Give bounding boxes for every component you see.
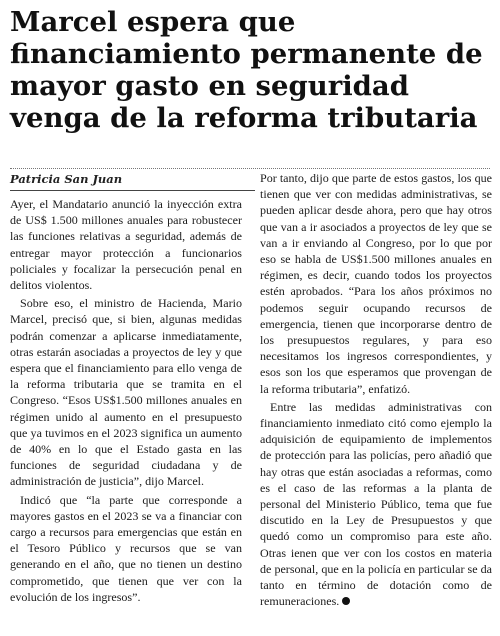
paragraph: Ayer, el Mandatario anunció la inyección extra de US$ 1.500 millones anuales para robustecer las funciones relativas a seguridad, además de entregar mayor protección a funcionarios policiales y focalizar la persecución penal en delitos violentos. (10, 197, 242, 293)
byline: Patricia San Juan (10, 172, 123, 186)
paragraph-last (260, 399, 492, 610)
headline: Marcel espera que financiamiento permanente de mayor gasto en seguridad venga de la reforma tributaria (10, 6, 483, 134)
paragraph-text: Entre las medidas administrativas con financiamiento inmediato citó como ejemplo la adquisición de equipamiento de implementos de protección para las policías, pero añadió que hay otras que están asociadas a reformas, como es el caso de las reformas a la planta de personal del Ministerio Público, tema que fue discutido en la Ley de Presupuestos y que quedó como un compromiso para este año. Otras ienen que ver con los costos en materia de personal, que en la policía en particular se da tanto en término de dotación como de remuneraciones. (260, 399, 492, 609)
paragraph: Por tanto, dijo que parte de estos gastos, los que tienen que ver con medidas administrativas, se pueden aplicar desde ahora, pero que hay otros que van a ir asociados a proyectos de ley que se van a ir enviando al Congreso, por lo que por eso se habla de US$1.500 millones anuales en régimen, es decir, cuando todos los proyectos estén aprobados. “Para los años próximos no podemos seguir ocupando recursos de emergencia, tienen que incorporarse dentro de los presupuestos regulares, y para eso necesitamos los ingresos correspondientes, y esos son los que esperamos que provengan de la reforma tributaria”, enfatizó. (260, 171, 492, 396)
article-column-right (260, 170, 492, 611)
article-column-left (10, 196, 242, 607)
header-divider (10, 168, 490, 169)
paragraph: Sobre eso, el ministro de Hacienda, Mario Marcel, precisó que, si bien, algunas medidas podrán comenzar a aplicarse inmediatamente, otras estarán asociadas a proyectos de ley y que espera que el financiamiento para ello venga de la reforma tributaria que se tramita en el Congreso. “Esos US$1.500 millones anuales en régimen unido al aumento en el presupuesto que ya tuvimos en el 2023 significa un aumento de 40% en lo que el Estado gasta en las funciones de seguridad ciudadana y de administración de justicia”, dijo Marcel. (10, 296, 242, 489)
paragraph: Indicó que “la parte que corresponde a mayores gastos en el 2023 se va a financiar con cargo a recursos para emergencias que están en el Tesoro Público y recursos que se van generando en el año, que no tienen un destino comprometido, que tienen que ver con la evolución de los ingresos”. (10, 492, 242, 604)
byline-divider (10, 190, 255, 191)
end-of-article-icon (342, 597, 350, 605)
